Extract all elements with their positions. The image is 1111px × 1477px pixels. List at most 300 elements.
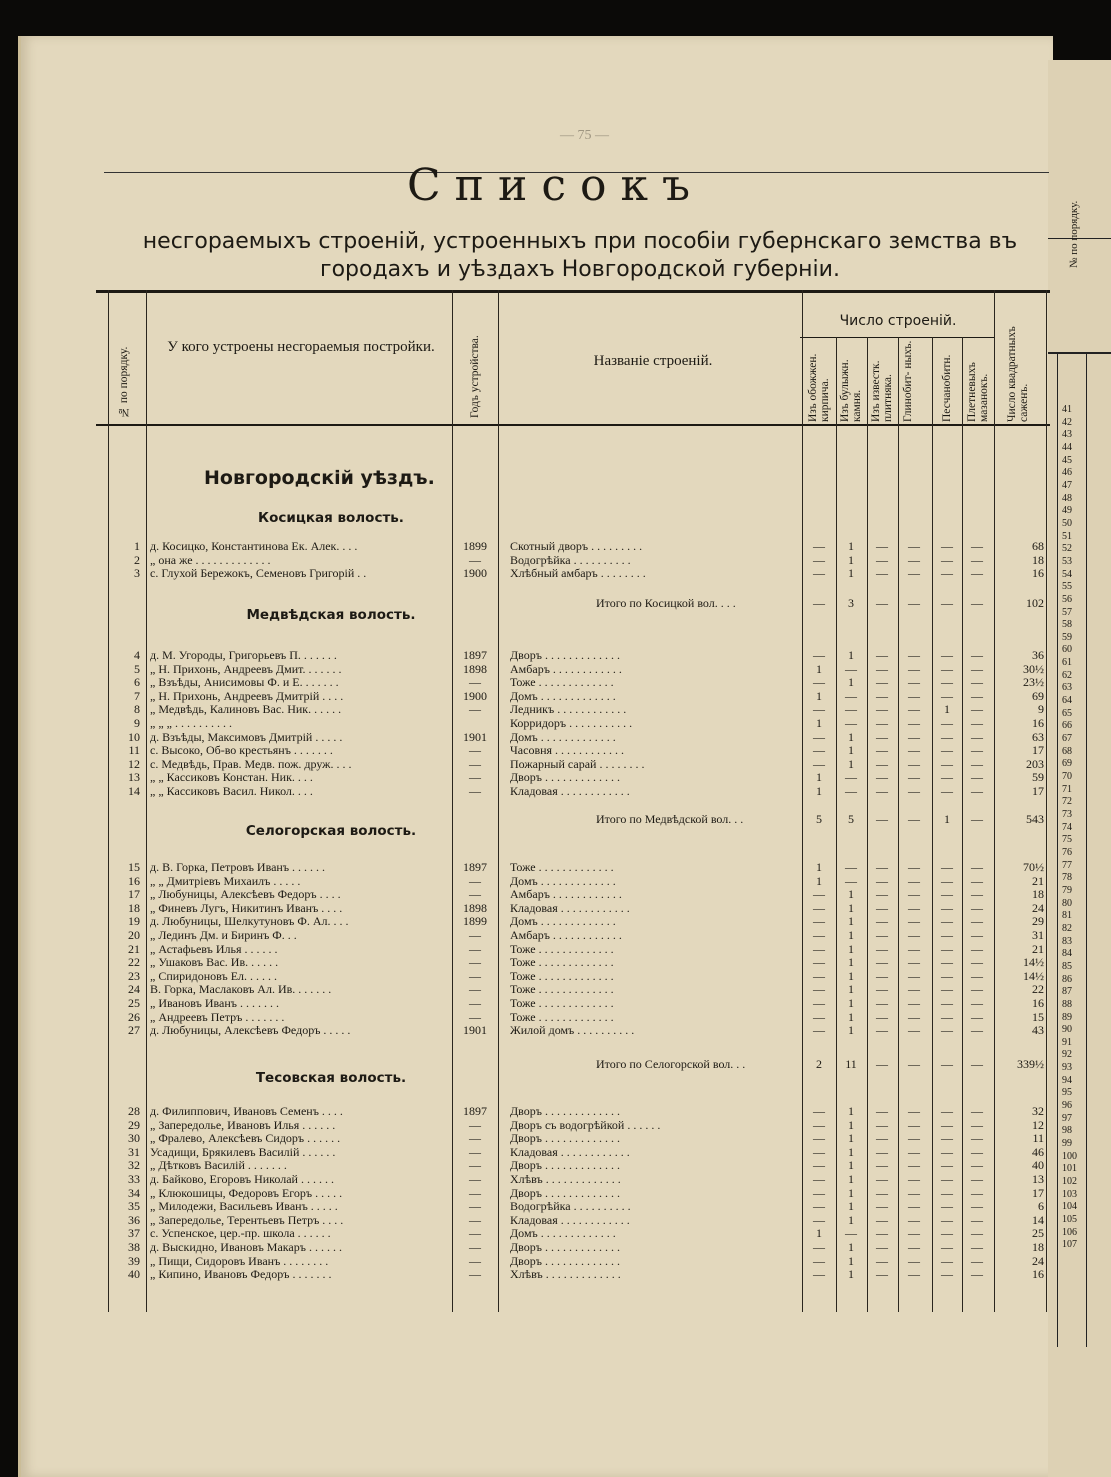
row-count: —	[971, 1268, 983, 1282]
row-owner: „ „ „ . . . . . . . . . .	[150, 717, 232, 730]
row-owner: „ она же . . . . . . . . . . . . .	[150, 553, 271, 567]
row-count: —	[941, 553, 953, 567]
row-year: 1898	[463, 901, 487, 915]
row-square-sazhen: 16	[1032, 717, 1044, 730]
adjacent-row-number: 60	[1062, 644, 1072, 656]
row-owner: с. Глухой Бережокъ, Семеновъ Григорій . .	[150, 567, 367, 581]
row-building: Водогрѣйка . . . . . . . . . .	[510, 1200, 631, 1214]
row-count: 1	[848, 956, 854, 970]
row-owner: „ Астафьевъ Илья . . . . . .	[150, 942, 278, 956]
row-count: 1	[848, 553, 854, 567]
row-count: 1	[848, 1173, 854, 1186]
row-year: —	[469, 888, 481, 902]
row-building: Тоже . . . . . . . . . . . . .	[510, 676, 614, 690]
row-count: —	[908, 1024, 920, 1038]
header-stone: Изъ булыжн. камня.	[839, 359, 863, 422]
total-count: 1	[944, 812, 950, 826]
row-count: —	[813, 1254, 825, 1268]
row-count: —	[845, 785, 857, 798]
row-count: —	[908, 1186, 920, 1200]
row-count: —	[876, 929, 888, 942]
row-number: 37	[128, 1227, 140, 1241]
adjacent-row-number: 92	[1062, 1049, 1072, 1061]
adjacent-row-number: 82	[1062, 922, 1072, 934]
row-owner: д. Косицко, Константинова Ек. Алек. . . .	[150, 540, 358, 553]
row-count: —	[971, 888, 983, 902]
row-square-sazhen: 32	[1032, 1105, 1044, 1118]
row-number: 27	[128, 1024, 140, 1038]
total-count: —	[813, 596, 825, 610]
volost-heading: Косицкая волость.	[258, 510, 404, 526]
row-count: 1	[848, 1254, 854, 1268]
adjacent-row-number: 41	[1062, 404, 1072, 415]
row-square-sazhen: 6	[1038, 1200, 1044, 1214]
adjacent-row-number: 105	[1062, 1214, 1077, 1225]
row-square-sazhen: 203	[1026, 757, 1044, 771]
adjacent-row-number: 58	[1062, 619, 1072, 631]
row-count: 1	[816, 771, 822, 785]
row-count: —	[908, 1200, 920, 1214]
row-count: —	[908, 997, 920, 1010]
row-square-sazhen: 63	[1032, 730, 1044, 744]
total-label: Итого по Селогорской вол. . .	[596, 1057, 746, 1071]
row-count: —	[813, 983, 825, 997]
row-building: Водогрѣйка . . . . . . . . . .	[510, 553, 631, 567]
row-owner: Усадищи, Брякилевъ Василій . . . . . .	[150, 1145, 336, 1159]
adjacent-row-number: 57	[1062, 606, 1072, 618]
adjacent-row-number: 44	[1062, 441, 1072, 453]
row-square-sazhen: 9	[1038, 703, 1044, 717]
row-building: Тоже . . . . . . . . . . . . .	[510, 861, 614, 874]
row-number: 30	[128, 1132, 140, 1146]
adjacent-row-number: 45	[1062, 454, 1072, 466]
row-building: Домъ . . . . . . . . . . . . .	[510, 730, 616, 744]
row-count: —	[876, 1213, 888, 1227]
row-square-sazhen: 14½	[1023, 969, 1044, 983]
adjacent-row-number: 90	[1062, 1024, 1072, 1036]
row-count: —	[971, 540, 983, 553]
row-count: —	[971, 1254, 983, 1268]
row-number: 29	[128, 1118, 140, 1132]
row-building: Хлѣбный амбаръ . . . . . . . .	[510, 567, 646, 581]
adjacent-row-number: 42	[1062, 416, 1072, 428]
adjacent-row-number: 103	[1062, 1188, 1077, 1200]
total-count: —	[971, 1057, 983, 1071]
row-square-sazhen: 36	[1032, 649, 1044, 662]
row-count: —	[813, 1024, 825, 1038]
row-count: —	[971, 1010, 983, 1024]
row-count: —	[876, 1145, 888, 1159]
row-count: 1	[816, 662, 822, 676]
row-count: —	[941, 757, 953, 771]
row-owner: д. Филиппович, Ивановъ Семенъ . . . .	[150, 1105, 343, 1118]
row-count: —	[813, 1173, 825, 1186]
row-square-sazhen: 70½	[1023, 861, 1044, 874]
row-count: —	[908, 744, 920, 758]
row-building: Дворъ . . . . . . . . . . . . .	[510, 771, 620, 785]
row-count: —	[876, 1186, 888, 1200]
row-number: 4	[134, 649, 140, 662]
row-count: —	[941, 861, 953, 874]
adjacent-row-number: 55	[1062, 581, 1072, 593]
row-building: Хлѣвъ . . . . . . . . . . . . .	[510, 1268, 621, 1282]
row-count: —	[813, 901, 825, 915]
table-row	[96, 771, 1050, 784]
header-count-group: Число строеній.	[839, 313, 957, 329]
row-count: —	[908, 1118, 920, 1132]
adjacent-row-number: 52	[1062, 543, 1072, 555]
row-square-sazhen: 25	[1032, 1227, 1044, 1241]
table-row	[96, 1173, 1050, 1186]
row-count: —	[971, 703, 983, 717]
row-count: —	[971, 1024, 983, 1038]
row-count: —	[941, 1159, 953, 1173]
adjacent-row-number: 93	[1062, 1062, 1072, 1074]
row-count: —	[908, 915, 920, 929]
adjacent-row-number: 69	[1062, 758, 1072, 770]
row-year: —	[469, 1241, 481, 1254]
header-square-sazhen: Число квадратныхъ саженъ.	[1006, 326, 1030, 422]
row-square-sazhen: 43	[1032, 1024, 1044, 1038]
row-count: —	[971, 785, 983, 798]
row-count: —	[941, 1227, 953, 1241]
row-count: 1	[848, 744, 854, 758]
row-count: —	[813, 567, 825, 581]
row-count: 1	[848, 1213, 854, 1227]
row-count: —	[908, 757, 920, 771]
row-count: 1	[848, 540, 854, 553]
row-count: 1	[816, 785, 822, 798]
row-year: —	[469, 1010, 481, 1024]
row-count: —	[876, 997, 888, 1010]
row-building: Кладовая . . . . . . . . . . . .	[510, 901, 630, 915]
row-year: 1897	[463, 1105, 487, 1118]
row-count: —	[941, 1024, 953, 1038]
row-count: —	[941, 649, 953, 662]
row-count: 1	[848, 888, 854, 902]
adjacent-row-number: 53	[1062, 555, 1072, 567]
row-count: —	[908, 1145, 920, 1159]
row-building: Кладовая . . . . . . . . . . . .	[510, 785, 630, 798]
row-year: —	[469, 771, 481, 785]
row-count: —	[876, 744, 888, 758]
row-count: —	[813, 942, 825, 956]
total-count: 5	[848, 812, 854, 826]
row-count: —	[971, 1213, 983, 1227]
row-square-sazhen: 22	[1032, 983, 1044, 997]
row-year: —	[469, 744, 481, 758]
row-square-sazhen: 59	[1032, 771, 1044, 785]
row-year: —	[469, 942, 481, 956]
row-owner: „ Ивановъ Иванъ . . . . . . .	[150, 997, 279, 1010]
row-count: —	[876, 915, 888, 929]
row-count: 1	[848, 1186, 854, 1200]
row-owner: „ Запередолье, Терентьевъ Петръ . . . .	[150, 1213, 344, 1227]
row-count: —	[813, 997, 825, 1010]
row-year: —	[469, 1159, 481, 1173]
row-count: 1	[848, 676, 854, 690]
row-count: —	[971, 689, 983, 703]
row-count: —	[971, 915, 983, 929]
row-year: —	[469, 553, 481, 567]
row-building: Дворъ . . . . . . . . . . . . .	[510, 1105, 620, 1118]
row-count: —	[876, 771, 888, 785]
row-building: Тоже . . . . . . . . . . . . .	[510, 997, 614, 1010]
row-square-sazhen: 68	[1032, 540, 1044, 553]
table-row	[96, 1214, 1050, 1227]
row-count: —	[908, 1241, 920, 1254]
row-count: 1	[848, 730, 854, 744]
total-count: —	[876, 812, 888, 826]
row-number: 2	[134, 553, 140, 567]
row-owner: д. В. Горка, Петровъ Иванъ . . . . . .	[150, 861, 326, 874]
adjacent-row-number: 81	[1062, 910, 1072, 922]
row-year: —	[469, 1213, 481, 1227]
row-year: 1897	[463, 649, 487, 662]
header-brick: Изъ обожжен. кирпича.	[807, 353, 831, 422]
row-count: —	[941, 956, 953, 970]
total-count: 2	[816, 1057, 822, 1071]
row-number: 40	[128, 1268, 140, 1282]
row-count: —	[971, 1132, 983, 1146]
row-building: Амбаръ . . . . . . . . . . . .	[510, 662, 622, 676]
row-count: —	[876, 676, 888, 690]
row-count: —	[813, 649, 825, 662]
row-count: —	[908, 942, 920, 956]
adjacent-row-number: 46	[1062, 467, 1072, 479]
adjacent-row-number: 100	[1062, 1150, 1077, 1162]
total-count: —	[908, 596, 920, 610]
row-owner: с. Успенское, цер.-пр. школа . . . . . .	[150, 1227, 331, 1241]
row-number: 31	[128, 1145, 140, 1159]
row-square-sazhen: 69	[1032, 689, 1044, 703]
row-count: —	[971, 874, 983, 888]
row-count: —	[876, 717, 888, 730]
row-count: —	[941, 730, 953, 744]
row-count: —	[876, 1227, 888, 1241]
row-square-sazhen: 18	[1032, 888, 1044, 902]
row-count: —	[876, 1173, 888, 1186]
total-count: —	[941, 1057, 953, 1071]
row-count: —	[941, 1118, 953, 1132]
row-count: —	[813, 553, 825, 567]
row-count: 1	[848, 1010, 854, 1024]
row-count: —	[941, 785, 953, 798]
row-count: —	[813, 703, 825, 717]
adjacent-row-number: 47	[1062, 479, 1072, 491]
adjacent-row-number: 49	[1062, 505, 1072, 517]
buildings-table	[96, 290, 1050, 1312]
table-row	[96, 1024, 1050, 1037]
adjacent-row-number: 79	[1062, 884, 1072, 896]
row-count: 1	[848, 1159, 854, 1173]
row-count: 1	[848, 1268, 854, 1282]
row-count: —	[813, 540, 825, 553]
row-owner: с. Медвѣдь, Прав. Медв. пож. друж. . . .	[150, 757, 352, 771]
row-count: —	[941, 1010, 953, 1024]
row-number: 12	[128, 757, 140, 771]
row-count: —	[876, 703, 888, 717]
row-count: —	[941, 717, 953, 730]
row-square-sazhen: 18	[1032, 1241, 1044, 1254]
row-square-sazhen: 18	[1032, 553, 1044, 567]
row-number: 15	[128, 861, 140, 874]
table-row	[96, 1159, 1050, 1172]
row-year: 1899	[463, 540, 487, 553]
adjacent-row-number: 98	[1062, 1125, 1072, 1137]
row-number: 14	[128, 785, 140, 798]
row-number: 7	[134, 689, 140, 703]
total-count: —	[876, 1057, 888, 1071]
row-year: —	[469, 1132, 481, 1146]
row-square-sazhen: 21	[1032, 874, 1044, 888]
row-number: 25	[128, 997, 140, 1010]
adjacent-row-number: 86	[1062, 973, 1072, 985]
table-row	[96, 649, 1050, 662]
total-count: —	[971, 812, 983, 826]
total-square-sazhen: 543	[1026, 812, 1044, 826]
row-building: Скотный дворъ . . . . . . . . .	[510, 540, 643, 553]
row-owner: В. Горка, Маслаковъ Ал. Ив. . . . . . .	[150, 983, 332, 997]
table-row	[96, 1132, 1050, 1145]
row-year: —	[469, 1118, 481, 1132]
row-count: —	[971, 553, 983, 567]
table-row	[96, 902, 1050, 915]
adjacent-row-number: 63	[1062, 682, 1072, 694]
table-row	[96, 758, 1050, 771]
table-row	[96, 1227, 1050, 1240]
row-count: —	[971, 1173, 983, 1186]
row-number: 34	[128, 1186, 140, 1200]
district-heading: Новгородскій уѣздъ.	[204, 467, 435, 489]
table-row	[96, 744, 1050, 757]
adjacent-row-number: 94	[1062, 1074, 1072, 1086]
row-building: Тоже . . . . . . . . . . . . .	[510, 969, 614, 983]
row-count: —	[941, 915, 953, 929]
row-count: —	[971, 1200, 983, 1214]
row-square-sazhen: 24	[1032, 1254, 1044, 1268]
row-building: Кладовая . . . . . . . . . . . .	[510, 1145, 630, 1159]
row-count: 1	[816, 717, 822, 730]
row-count: 1	[816, 861, 822, 874]
row-count: —	[876, 942, 888, 956]
row-count: —	[941, 997, 953, 1010]
row-owner: д. Взъѣды, Максимовъ Дмитрій . . . . .	[150, 730, 343, 744]
row-count: —	[971, 757, 983, 771]
row-year: —	[469, 785, 481, 798]
table-row	[96, 703, 1050, 716]
row-count: —	[876, 1105, 888, 1118]
row-count: —	[971, 717, 983, 730]
row-owner: „ Пищи, Сидоровъ Иванъ . . . . . . . .	[150, 1254, 329, 1268]
row-building: Домъ . . . . . . . . . . . . .	[510, 915, 616, 929]
row-owner: „ Ушаковъ Вас. Ив. . . . . .	[150, 956, 279, 970]
row-count: —	[971, 861, 983, 874]
row-count: —	[971, 567, 983, 581]
adjacent-row-number: 78	[1062, 872, 1072, 884]
row-owner: д. Выскидно, Ивановъ Макаръ . . . . . .	[150, 1241, 342, 1254]
row-number: 8	[134, 703, 140, 717]
row-year: —	[469, 1186, 481, 1200]
row-count: —	[813, 1145, 825, 1159]
row-count: —	[971, 771, 983, 785]
adjacent-row-number: 85	[1062, 960, 1072, 972]
row-square-sazhen: 12	[1032, 1118, 1044, 1132]
row-owner: „ „ Кассиковъ Васил. Никол. . . .	[150, 785, 313, 798]
row-count: —	[941, 1213, 953, 1227]
row-count: —	[941, 676, 953, 690]
total-label: Итого по Медвѣдской вол. . .	[596, 812, 744, 826]
row-count: 1	[848, 915, 854, 929]
row-square-sazhen: 30½	[1023, 662, 1044, 676]
row-count: 1	[848, 1118, 854, 1132]
row-count: 1	[848, 1241, 854, 1254]
row-number: 36	[128, 1213, 140, 1227]
table-row	[96, 731, 1050, 744]
row-number: 3	[134, 567, 140, 581]
adjacent-row-number: 61	[1062, 657, 1072, 669]
total-count: —	[908, 1057, 920, 1071]
table-row	[96, 1200, 1050, 1213]
row-count: —	[971, 662, 983, 676]
row-number: 23	[128, 969, 140, 983]
row-count: —	[908, 567, 920, 581]
adjacent-row-number: 104	[1062, 1201, 1077, 1213]
row-count: —	[876, 956, 888, 970]
row-square-sazhen: 17	[1032, 785, 1044, 798]
adjacent-row-number: 68	[1062, 745, 1072, 757]
row-number: 16	[128, 874, 140, 888]
table-row	[96, 1187, 1050, 1200]
volost-total	[96, 1057, 1050, 1071]
row-count: —	[971, 1105, 983, 1118]
row-owner: „ Н. Прихонь, Андреевъ Дмит. . . . . . .	[150, 662, 342, 676]
row-count: —	[941, 1254, 953, 1268]
row-count: —	[876, 567, 888, 581]
row-number: 17	[128, 888, 140, 902]
total-count: 11	[845, 1057, 857, 1071]
row-count: —	[845, 771, 857, 785]
row-count: —	[813, 1010, 825, 1024]
total-count: —	[876, 596, 888, 610]
row-number: 22	[128, 956, 140, 970]
row-count: —	[908, 785, 920, 798]
row-square-sazhen: 16	[1032, 1268, 1044, 1282]
adjacent-row-number: 101	[1062, 1163, 1077, 1175]
adjacent-row-number: 89	[1062, 1011, 1072, 1023]
row-count: —	[908, 730, 920, 744]
row-count: 1	[848, 1105, 854, 1118]
row-count: —	[971, 1186, 983, 1200]
row-count: —	[813, 969, 825, 983]
table-row	[96, 929, 1050, 942]
row-owner: с. Высоко, Об-во крестьянъ . . . . . . .	[150, 744, 333, 758]
table-row	[96, 540, 1050, 553]
table-row	[96, 943, 1050, 956]
row-year: —	[469, 983, 481, 997]
row-year: —	[469, 956, 481, 970]
row-number: 19	[128, 915, 140, 929]
table-row	[96, 785, 1050, 798]
row-count: 1	[848, 997, 854, 1010]
row-count: —	[876, 730, 888, 744]
header-clay: Глинобит- ныхъ.	[902, 340, 914, 422]
row-count: —	[845, 1227, 857, 1241]
row-count: 1	[848, 649, 854, 662]
row-count: 1	[848, 757, 854, 771]
adjacent-row-number: 73	[1062, 809, 1072, 820]
volost-heading: Тесовская волость.	[255, 1070, 407, 1086]
